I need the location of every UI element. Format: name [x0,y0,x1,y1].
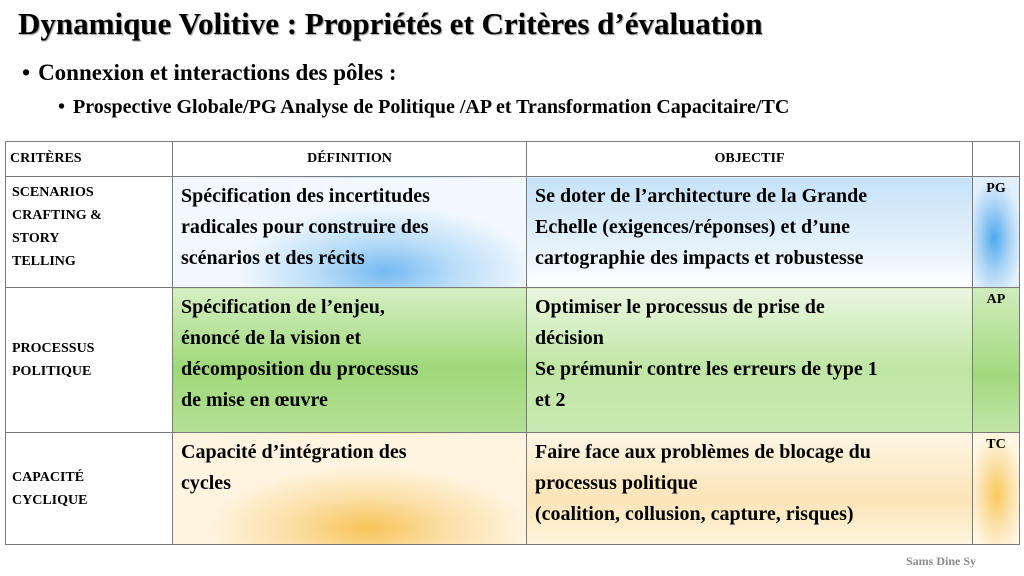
bullet-poles-text: Prospective Globale/PG Analyse de Politique /AP et Transformation Capacitaire/TC [73,96,790,118]
bullet-mark: • [22,60,31,85]
definition-cell [173,433,527,545]
bullet-mark: • [58,96,66,118]
objectif-line: cartographie des impacts et robustesse [535,247,864,269]
objectif-line: Se doter de l’architecture de la Grande [535,185,868,207]
definition-line: décomposition du processus [181,358,419,380]
critere-line: CRAFTING & [12,208,102,223]
table-row [6,177,1020,288]
objectif-line: processus politique [535,472,698,494]
definition-cell [173,177,527,288]
definition-line: Spécification de l’enjeu, [181,296,385,318]
bullet-connexion-text: Connexion et interactions des pôles : [38,60,397,85]
definition-line: scénarios et des récits [181,247,365,269]
author-footer: Sams Dine Sy [905,554,976,568]
critere-line: PROCESSUS [12,341,95,356]
header-code [973,142,1020,177]
critere-line: STORY [12,231,60,246]
header-definition: DÉFINITION [173,142,527,177]
definition-line: Spécification des incertitudes [181,185,430,207]
slide-title: Dynamique Volitive : Propriétés et Critères d’évaluation [18,6,763,41]
code-cell-ap: AP [973,288,1020,433]
header-criteres: CRITÈRES [6,142,173,177]
table-row [6,288,1020,433]
header-objectif: OBJECTIF [527,142,973,177]
definition-line: de mise en œuvre [181,389,328,411]
objectif-line: Se prémunir contre les erreurs de type 1 [535,358,878,380]
bullet-connexion [22,60,396,86]
definition-line: Capacité d’intégration des [181,441,407,463]
objectif-cell [527,433,973,545]
definition-line: cycles [181,472,231,494]
objectif-line: Echelle (exigences/réponses) et d’une [535,216,850,238]
critere-line: SCENARIOS [12,185,94,200]
table-header-row [6,142,1020,177]
objectif-line: Optimiser le processus de prise de [535,296,825,318]
critere-cell [6,433,173,545]
critere-line: POLITIQUE [12,364,92,379]
critere-cell [6,288,173,433]
objectif-cell [527,177,973,288]
critere-line: CYCLIQUE [12,492,88,508]
objectif-line: et 2 [535,389,566,411]
criteria-table [5,141,1020,545]
code-cell-tc: TC [973,433,1020,545]
objectif-line: décision [535,327,604,349]
critere-cell [6,177,173,288]
definition-line: énoncé de la vision et [181,327,361,349]
bullet-poles [58,96,789,119]
definition-line: radicales pour construire des [181,216,429,238]
definition-cell [173,288,527,433]
objectif-line: Faire face aux problèmes de blocage du [535,441,871,463]
objectif-cell [527,288,973,433]
critere-line: TELLING [12,254,76,269]
critere-line: CAPACITÉ [12,469,85,485]
table-row [6,433,1020,545]
code-cell-pg: PG [973,177,1020,288]
objectif-line: (coalition, collusion, capture, risques) [535,503,854,525]
